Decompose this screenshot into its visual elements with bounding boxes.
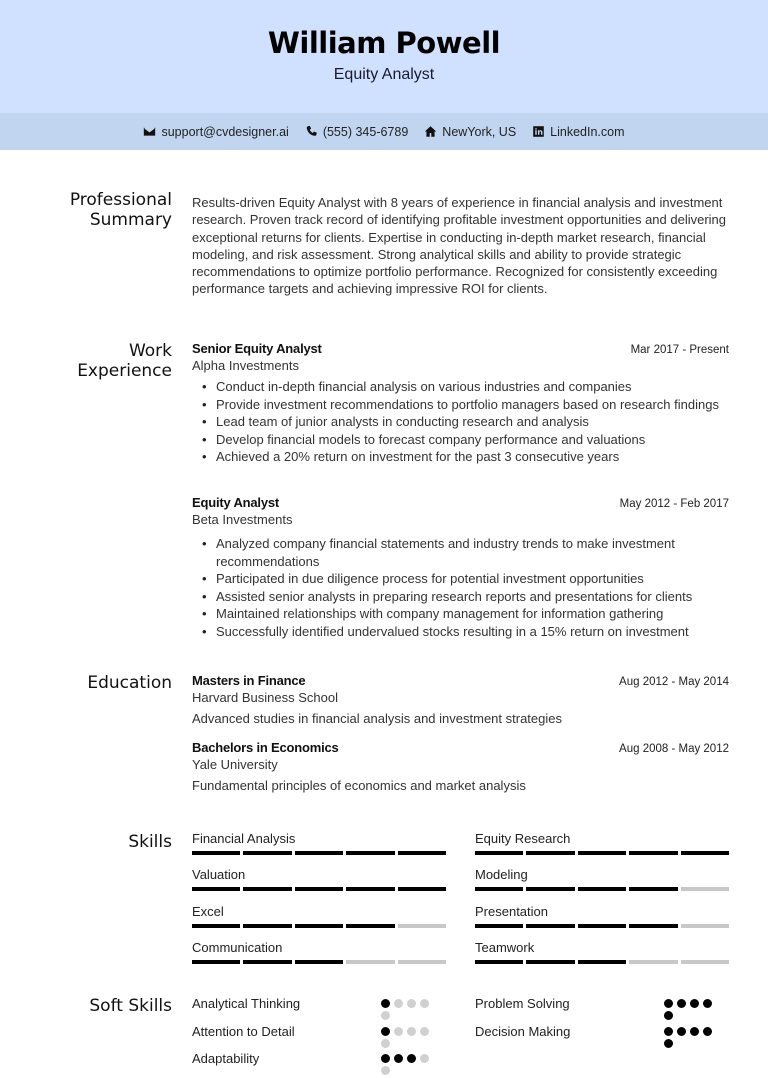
candidate-name: William Powell <box>267 26 501 60</box>
skill-dot <box>703 1027 712 1036</box>
location-text: NewYork, US <box>442 124 517 139</box>
skill-dot <box>394 1027 403 1036</box>
skill-name: Financial Analysis <box>192 831 296 846</box>
skill-item <box>475 904 729 928</box>
skill-item <box>192 831 446 855</box>
skill-item <box>192 904 446 928</box>
skill-item <box>475 940 729 964</box>
summary-text: Results-driven Equity Analyst with 8 years of experience in financial analysis and investment research. Proven track record of identifying profitable investment opportunities and delivering exceptional returns for clients. Expertise in conducting in-depth market research, financial modeling, and risk assessment. Strong analytical skills and ability to provide strategic recommendations to optimize portfolio performance. Recognized for consistently exceeding performance targets and achieving impressive ROI for clients. <box>192 195 727 297</box>
degree-title: Bachelors in Economics <box>192 740 339 755</box>
email-text: support@cvdesigner.ai <box>161 124 289 139</box>
skill-dot <box>381 1027 390 1036</box>
work-heading: Work Experience <box>77 341 172 381</box>
bullet-item: • Provide investment recommendations to portfolio managers based on research findings <box>202 396 729 414</box>
skill-segment <box>578 887 626 891</box>
skill-segment <box>243 924 291 928</box>
contact-phone[interactable] <box>305 125 408 139</box>
soft-skill-name: Problem Solving <box>475 996 570 1011</box>
skill-segment <box>526 887 574 891</box>
skill-segment <box>629 924 677 928</box>
skill-segment <box>346 924 394 928</box>
skill-dot <box>407 1054 416 1063</box>
skill-segment <box>192 851 240 855</box>
skill-dot <box>407 1027 416 1036</box>
skill-dot <box>394 999 403 1008</box>
skill-dot <box>664 1027 673 1036</box>
skill-dot <box>381 1011 390 1020</box>
summary-heading: Professional Summary <box>69 190 172 230</box>
skill-segment <box>629 960 677 964</box>
soft-skill-name: Analytical Thinking <box>192 996 301 1011</box>
skill-dot <box>394 1054 403 1063</box>
skill-segment <box>681 887 729 891</box>
school-name: Yale University <box>192 757 278 772</box>
skill-dot <box>420 999 429 1008</box>
degree-dates: Aug 2008 - May 2012 <box>619 743 729 755</box>
job-company: Alpha Investments <box>192 358 299 373</box>
home-icon <box>424 125 437 138</box>
skill-item <box>475 867 729 891</box>
skill-segment <box>681 960 729 964</box>
bullet-item: • Achieved a 20% return on investment for the past 3 consecutive years <box>202 448 729 466</box>
skill-segment <box>578 851 626 855</box>
soft-skill-name: Attention to Detail <box>192 1024 295 1039</box>
skill-segment <box>346 887 394 891</box>
job-title: Equity Analyst <box>192 495 280 510</box>
soft-skill-name: Adaptability <box>192 1051 260 1066</box>
skill-name: Presentation <box>475 904 548 919</box>
contact-email[interactable] <box>143 125 288 139</box>
school-name: Harvard Business School <box>192 690 338 705</box>
skill-dot <box>420 1054 429 1063</box>
skill-segment <box>526 924 574 928</box>
skill-segment <box>243 887 291 891</box>
skill-name: Valuation <box>192 867 246 882</box>
skill-dot <box>407 999 416 1008</box>
skill-dot <box>677 1027 686 1036</box>
skill-segment <box>295 924 343 928</box>
degree-description: Fundamental principles of economics and market analysis <box>192 778 526 793</box>
education-entry <box>192 740 729 793</box>
skill-segment <box>346 851 394 855</box>
soft-skill-dots <box>664 999 719 1020</box>
phone-icon <box>305 125 318 138</box>
skill-name: Teamwork <box>475 940 535 955</box>
skill-item <box>192 940 446 964</box>
skill-level-bar <box>192 887 446 891</box>
phone-text: (555) 345-6789 <box>322 124 409 139</box>
skill-segment <box>629 851 677 855</box>
skill-level-bar <box>475 960 729 964</box>
skill-segment <box>192 887 240 891</box>
skill-level-bar <box>192 851 446 855</box>
bullet-item: • Lead team of junior analysts in conducting research and analysis <box>202 413 729 431</box>
skill-dot <box>381 1039 390 1048</box>
job-bullets <box>192 378 729 466</box>
skill-segment <box>475 851 523 855</box>
skill-name: Communication <box>192 940 283 955</box>
envelope-icon <box>143 125 156 138</box>
degree-dates: Aug 2012 - May 2014 <box>619 676 729 688</box>
bullet-item: • Participated in due diligence process for potential investment opportunities <box>202 570 729 588</box>
job-bullets <box>192 535 729 640</box>
skill-segment <box>295 887 343 891</box>
soft-skill-dots <box>381 1054 436 1075</box>
job-entry <box>192 495 729 640</box>
skill-segment <box>475 924 523 928</box>
skill-segment <box>243 851 291 855</box>
job-company: Beta Investments <box>192 512 293 527</box>
education-entry <box>192 673 729 726</box>
skill-level-bar <box>475 887 729 891</box>
skill-level-bar <box>192 924 446 928</box>
bullet-item: • Conduct in-depth financial analysis on various industries and companies <box>202 378 729 396</box>
bullet-item: • Develop financial models to forecast company performance and valuations <box>202 431 729 449</box>
skill-dot <box>690 999 699 1008</box>
bullet-item: • Analyzed company financial statements and industry trends to make investment recommendations <box>202 535 729 570</box>
soft-skill-dots <box>381 999 436 1020</box>
skill-dot <box>664 1039 673 1048</box>
soft-skill-dots <box>664 1027 719 1048</box>
skill-name: Modeling <box>475 867 528 882</box>
job-dates: Mar 2017 - Present <box>630 344 729 356</box>
skill-segment <box>681 924 729 928</box>
skill-dot <box>664 1011 673 1020</box>
skill-name: Equity Research <box>475 831 571 846</box>
degree-title: Masters in Finance <box>192 673 306 688</box>
skill-segment <box>526 851 574 855</box>
soft-skill-dots <box>381 1027 436 1048</box>
skill-level-bar <box>475 924 729 928</box>
skill-segment <box>398 887 446 891</box>
skill-segment <box>578 924 626 928</box>
degree-description: Advanced studies in financial analysis and investment strategies <box>192 711 562 726</box>
bullet-item: • Assisted senior analysts in preparing research reports and presentations for clients <box>202 588 729 606</box>
skill-segment <box>192 960 240 964</box>
skill-segment <box>346 960 394 964</box>
skill-segment <box>295 960 343 964</box>
linkedin-text: LinkedIn.com <box>550 124 625 139</box>
skill-segment <box>243 960 291 964</box>
contact-bar <box>0 113 768 150</box>
skill-name: Excel <box>192 904 224 919</box>
skill-level-bar <box>192 960 446 964</box>
contact-linkedin[interactable] <box>532 125 624 139</box>
bullet-item: • Maintained relationships with company management for information gathering <box>202 605 729 623</box>
skill-segment <box>398 960 446 964</box>
skill-dot <box>703 999 712 1008</box>
skill-segment <box>192 924 240 928</box>
skill-dot <box>420 1027 429 1036</box>
linkedin-icon <box>532 125 545 138</box>
job-title: Senior Equity Analyst <box>192 341 322 356</box>
skill-dot <box>381 999 390 1008</box>
bullet-item: • Successfully identified undervalued stocks resulting in a 15% return on investment <box>202 623 729 641</box>
skill-segment <box>295 851 343 855</box>
skill-dot <box>677 999 686 1008</box>
contact-location[interactable] <box>424 125 516 139</box>
skill-segment <box>629 887 677 891</box>
candidate-title: Equity Analyst <box>333 66 435 83</box>
skill-dot <box>381 1066 390 1075</box>
job-dates: May 2012 - Feb 2017 <box>619 498 729 510</box>
skill-segment <box>398 851 446 855</box>
skills-heading: Skills <box>128 832 172 852</box>
skill-segment <box>475 960 523 964</box>
skill-dot <box>664 999 673 1008</box>
skill-level-bar <box>475 851 729 855</box>
skill-segment <box>526 960 574 964</box>
soft-skill-name: Decision Making <box>475 1024 571 1039</box>
job-entry <box>192 341 729 466</box>
skill-item <box>192 867 446 891</box>
skill-segment <box>475 887 523 891</box>
skill-dot <box>381 1054 390 1063</box>
skill-segment <box>398 924 446 928</box>
skill-dot <box>690 1027 699 1036</box>
education-heading: Education <box>87 673 172 693</box>
soft-skills-heading: Soft Skills <box>89 996 172 1016</box>
skill-segment <box>578 960 626 964</box>
skill-segment <box>681 851 729 855</box>
skill-item <box>475 831 729 855</box>
